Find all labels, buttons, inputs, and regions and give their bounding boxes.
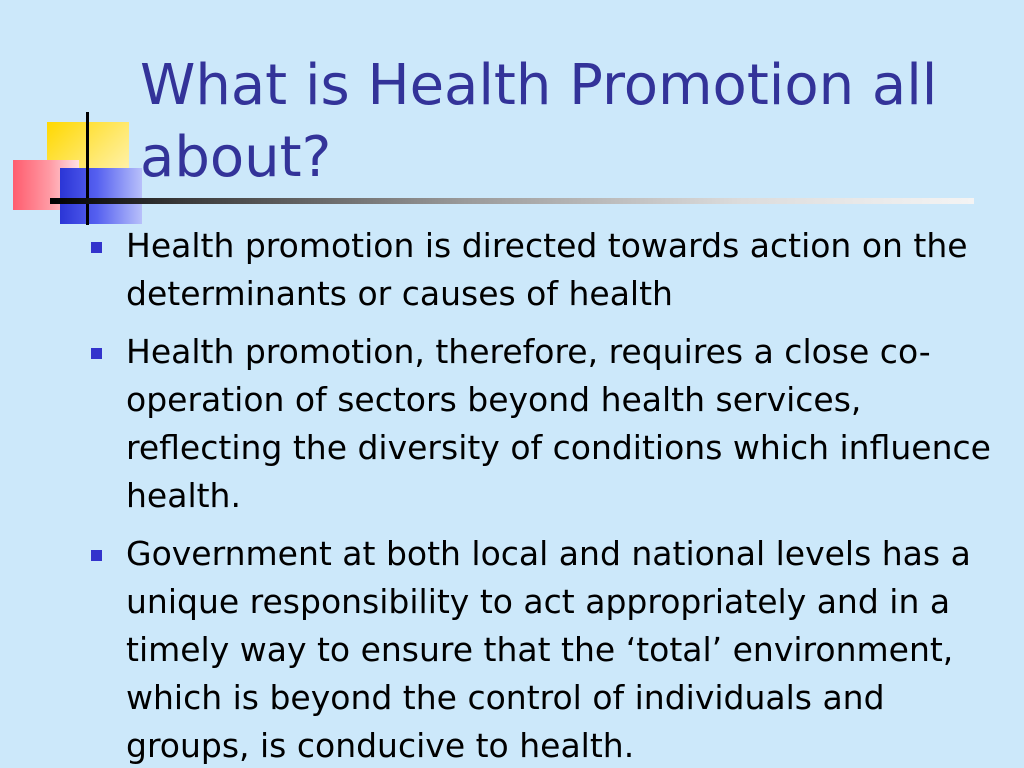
bullet-text: Government at both local and national levels has a unique responsibility to act appropriately and in a timely way to ensure that the ‘total’ environment, which is beyond the control of individuals and groups, is conducive to health. [126,534,971,765]
square-bullet-icon [91,550,102,561]
bullet-item [90,328,1000,520]
bullet-text: Health promotion, therefore, requires a close co-operation of sectors beyond health services, reflecting the diversity of conditions which influence health. [126,332,991,515]
slide-title: What is Health Promotion all about? [140,53,938,190]
bullet-item [90,222,1000,318]
bullet-text: Health promotion is directed towards action on the determinants or causes of health [126,226,968,313]
bullet-list [90,222,1000,768]
title-underline [50,198,974,204]
decorative-squares-graphic [0,0,160,240]
vertical-divider-line [86,112,89,225]
bullet-item [90,530,1000,768]
blue-square-shape [60,168,142,224]
square-bullet-icon [91,242,102,253]
square-bullet-icon [91,348,102,359]
